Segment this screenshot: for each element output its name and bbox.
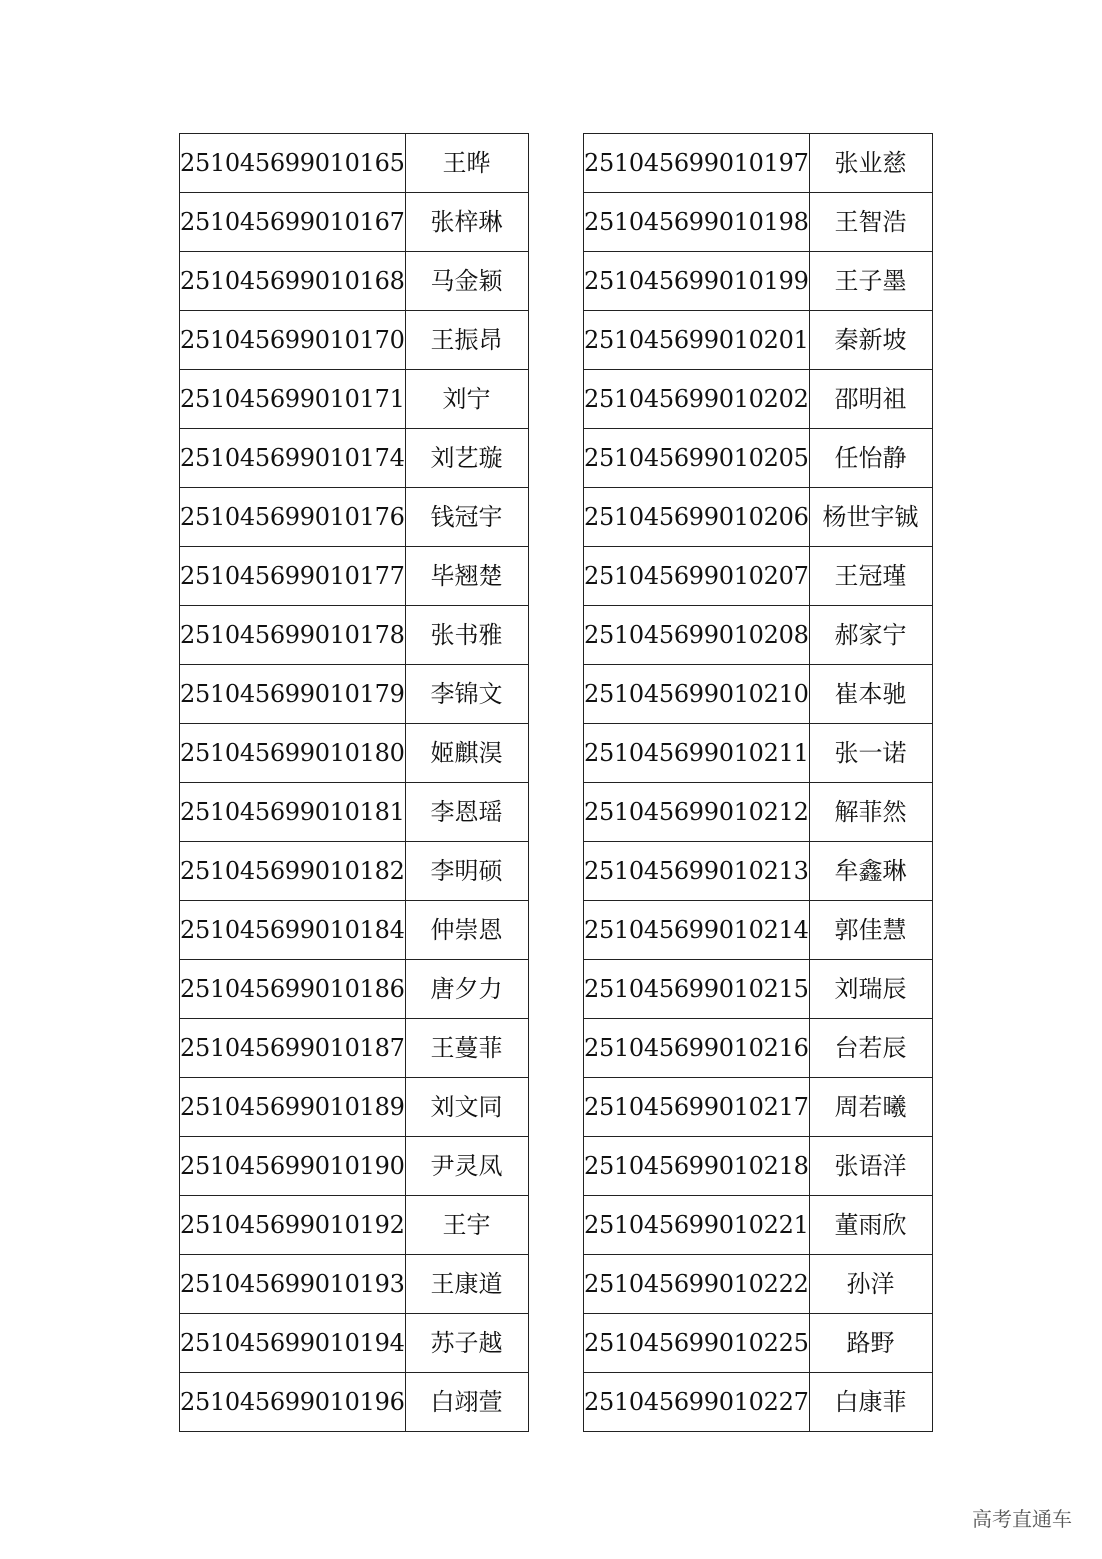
table-row [584, 429, 933, 488]
candidate-name-cell: 张语洋 [809, 1137, 932, 1196]
table-row [584, 1373, 933, 1432]
candidate-name-cell: 李明硕 [405, 842, 528, 901]
table-row [584, 901, 933, 960]
table-row [584, 1255, 933, 1314]
candidate-name-cell: 马金颖 [405, 252, 528, 311]
candidate-name-cell: 王冠瑾 [809, 547, 932, 606]
candidate-id-cell: 251045699010192 [180, 1196, 406, 1255]
candidate-id-cell: 251045699010216 [584, 1019, 810, 1078]
candidate-name-cell: 刘文同 [405, 1078, 528, 1137]
table-row [180, 665, 529, 724]
candidate-name-cell: 刘艺璇 [405, 429, 528, 488]
candidate-name-cell: 刘瑞辰 [809, 960, 932, 1019]
candidate-name-cell: 钱冠宇 [405, 488, 528, 547]
candidate-id-cell: 251045699010196 [180, 1373, 406, 1432]
candidate-id-cell: 251045699010193 [180, 1255, 406, 1314]
candidate-name-cell: 郭佳慧 [809, 901, 932, 960]
table-row [180, 901, 529, 960]
candidate-id-cell: 251045699010187 [180, 1019, 406, 1078]
candidate-id-cell: 251045699010227 [584, 1373, 810, 1432]
candidate-id-cell: 251045699010171 [180, 370, 406, 429]
candidate-name-cell: 邵明祖 [809, 370, 932, 429]
candidate-name-cell: 白翊萱 [405, 1373, 528, 1432]
candidate-id-cell: 251045699010178 [180, 606, 406, 665]
candidate-name-cell: 张业慈 [809, 134, 932, 193]
candidate-id-cell: 251045699010206 [584, 488, 810, 547]
candidate-name-cell: 张一诺 [809, 724, 932, 783]
candidate-name-cell: 秦新坡 [809, 311, 932, 370]
candidate-name-cell: 崔本驰 [809, 665, 932, 724]
candidate-name-cell: 王康道 [405, 1255, 528, 1314]
candidate-id-cell: 251045699010174 [180, 429, 406, 488]
candidate-name-cell: 王蔓菲 [405, 1019, 528, 1078]
candidate-id-cell: 251045699010213 [584, 842, 810, 901]
table-row [180, 1078, 529, 1137]
candidate-id-cell: 251045699010182 [180, 842, 406, 901]
table-row [180, 370, 529, 429]
candidate-name-cell: 张书雅 [405, 606, 528, 665]
table-row [180, 311, 529, 370]
candidate-id-cell: 251045699010165 [180, 134, 406, 193]
candidate-id-cell: 251045699010208 [584, 606, 810, 665]
candidate-name-cell: 孙洋 [809, 1255, 932, 1314]
table-row [584, 134, 933, 193]
table-row [180, 547, 529, 606]
roster-table-left [179, 133, 529, 1432]
table-row [584, 724, 933, 783]
candidate-name-cell: 路野 [809, 1314, 932, 1373]
candidate-name-cell: 王宇 [405, 1196, 528, 1255]
table-row [584, 193, 933, 252]
table-row [584, 1196, 933, 1255]
candidate-id-cell: 251045699010205 [584, 429, 810, 488]
table-row [180, 134, 529, 193]
table-row [180, 1137, 529, 1196]
roster-table-right [583, 133, 933, 1432]
table-row [180, 429, 529, 488]
candidate-name-cell: 董雨欣 [809, 1196, 932, 1255]
table-row [180, 842, 529, 901]
table-row [180, 960, 529, 1019]
candidate-id-cell: 251045699010194 [180, 1314, 406, 1373]
candidate-id-cell: 251045699010217 [584, 1078, 810, 1137]
table-row [584, 1137, 933, 1196]
candidate-name-cell: 姬麒淏 [405, 724, 528, 783]
candidate-name-cell: 王晔 [405, 134, 528, 193]
table-row [584, 1019, 933, 1078]
candidate-name-cell: 台若辰 [809, 1019, 932, 1078]
candidate-id-cell: 251045699010221 [584, 1196, 810, 1255]
candidate-name-cell: 任怡静 [809, 429, 932, 488]
candidate-name-cell: 尹灵凤 [405, 1137, 528, 1196]
candidate-id-cell: 251045699010225 [584, 1314, 810, 1373]
candidate-id-cell: 251045699010210 [584, 665, 810, 724]
candidate-name-cell: 李锦文 [405, 665, 528, 724]
table-row [584, 960, 933, 1019]
candidate-name-cell: 仲崇恩 [405, 901, 528, 960]
candidate-id-cell: 251045699010212 [584, 783, 810, 842]
candidate-name-cell: 张梓琳 [405, 193, 528, 252]
candidate-name-cell: 白康菲 [809, 1373, 932, 1432]
candidate-id-cell: 251045699010170 [180, 311, 406, 370]
candidate-id-cell: 251045699010198 [584, 193, 810, 252]
candidate-name-cell: 唐夕力 [405, 960, 528, 1019]
table-row [180, 724, 529, 783]
table-row [584, 488, 933, 547]
candidate-id-cell: 251045699010176 [180, 488, 406, 547]
table-row [180, 1196, 529, 1255]
table-row [584, 252, 933, 311]
candidate-id-cell: 251045699010218 [584, 1137, 810, 1196]
candidate-id-cell: 251045699010214 [584, 901, 810, 960]
table-row [584, 606, 933, 665]
candidate-name-cell: 苏子越 [405, 1314, 528, 1373]
candidate-id-cell: 251045699010197 [584, 134, 810, 193]
table-row [584, 547, 933, 606]
table-row [584, 842, 933, 901]
table-row [180, 1373, 529, 1432]
candidate-id-cell: 251045699010177 [180, 547, 406, 606]
candidate-name-cell: 解菲然 [809, 783, 932, 842]
candidate-name-cell: 周若曦 [809, 1078, 932, 1137]
candidate-name-cell: 李恩瑶 [405, 783, 528, 842]
table-row [584, 370, 933, 429]
candidate-name-cell: 刘宁 [405, 370, 528, 429]
candidate-name-cell: 牟鑫琳 [809, 842, 932, 901]
candidate-id-cell: 251045699010215 [584, 960, 810, 1019]
candidate-id-cell: 251045699010168 [180, 252, 406, 311]
candidate-id-cell: 251045699010186 [180, 960, 406, 1019]
table-row [180, 1255, 529, 1314]
table-row [180, 606, 529, 665]
candidate-id-cell: 251045699010180 [180, 724, 406, 783]
candidate-name-cell: 毕翘楚 [405, 547, 528, 606]
candidate-id-cell: 251045699010167 [180, 193, 406, 252]
candidate-id-cell: 251045699010211 [584, 724, 810, 783]
candidate-name-cell: 王振昂 [405, 311, 528, 370]
candidate-name-cell: 王子墨 [809, 252, 932, 311]
candidate-id-cell: 251045699010222 [584, 1255, 810, 1314]
table-row [180, 252, 529, 311]
candidate-name-cell: 郝家宁 [809, 606, 932, 665]
table-row [180, 1019, 529, 1078]
table-row [584, 665, 933, 724]
table-row [180, 1314, 529, 1373]
candidate-id-cell: 251045699010184 [180, 901, 406, 960]
watermark-text: 高考直通车 [972, 1507, 1072, 1531]
candidate-name-cell: 杨世宇铖 [809, 488, 932, 547]
candidate-id-cell: 251045699010199 [584, 252, 810, 311]
candidate-id-cell: 251045699010189 [180, 1078, 406, 1137]
table-row [180, 488, 529, 547]
table-row [180, 783, 529, 842]
table-row [584, 1314, 933, 1373]
table-row [180, 193, 529, 252]
candidate-id-cell: 251045699010207 [584, 547, 810, 606]
candidate-id-cell: 251045699010201 [584, 311, 810, 370]
table-row [584, 311, 933, 370]
candidate-id-cell: 251045699010202 [584, 370, 810, 429]
candidate-id-cell: 251045699010181 [180, 783, 406, 842]
table-row [584, 783, 933, 842]
table-row [584, 1078, 933, 1137]
candidate-id-cell: 251045699010190 [180, 1137, 406, 1196]
candidate-name-cell: 王智浩 [809, 193, 932, 252]
candidate-id-cell: 251045699010179 [180, 665, 406, 724]
